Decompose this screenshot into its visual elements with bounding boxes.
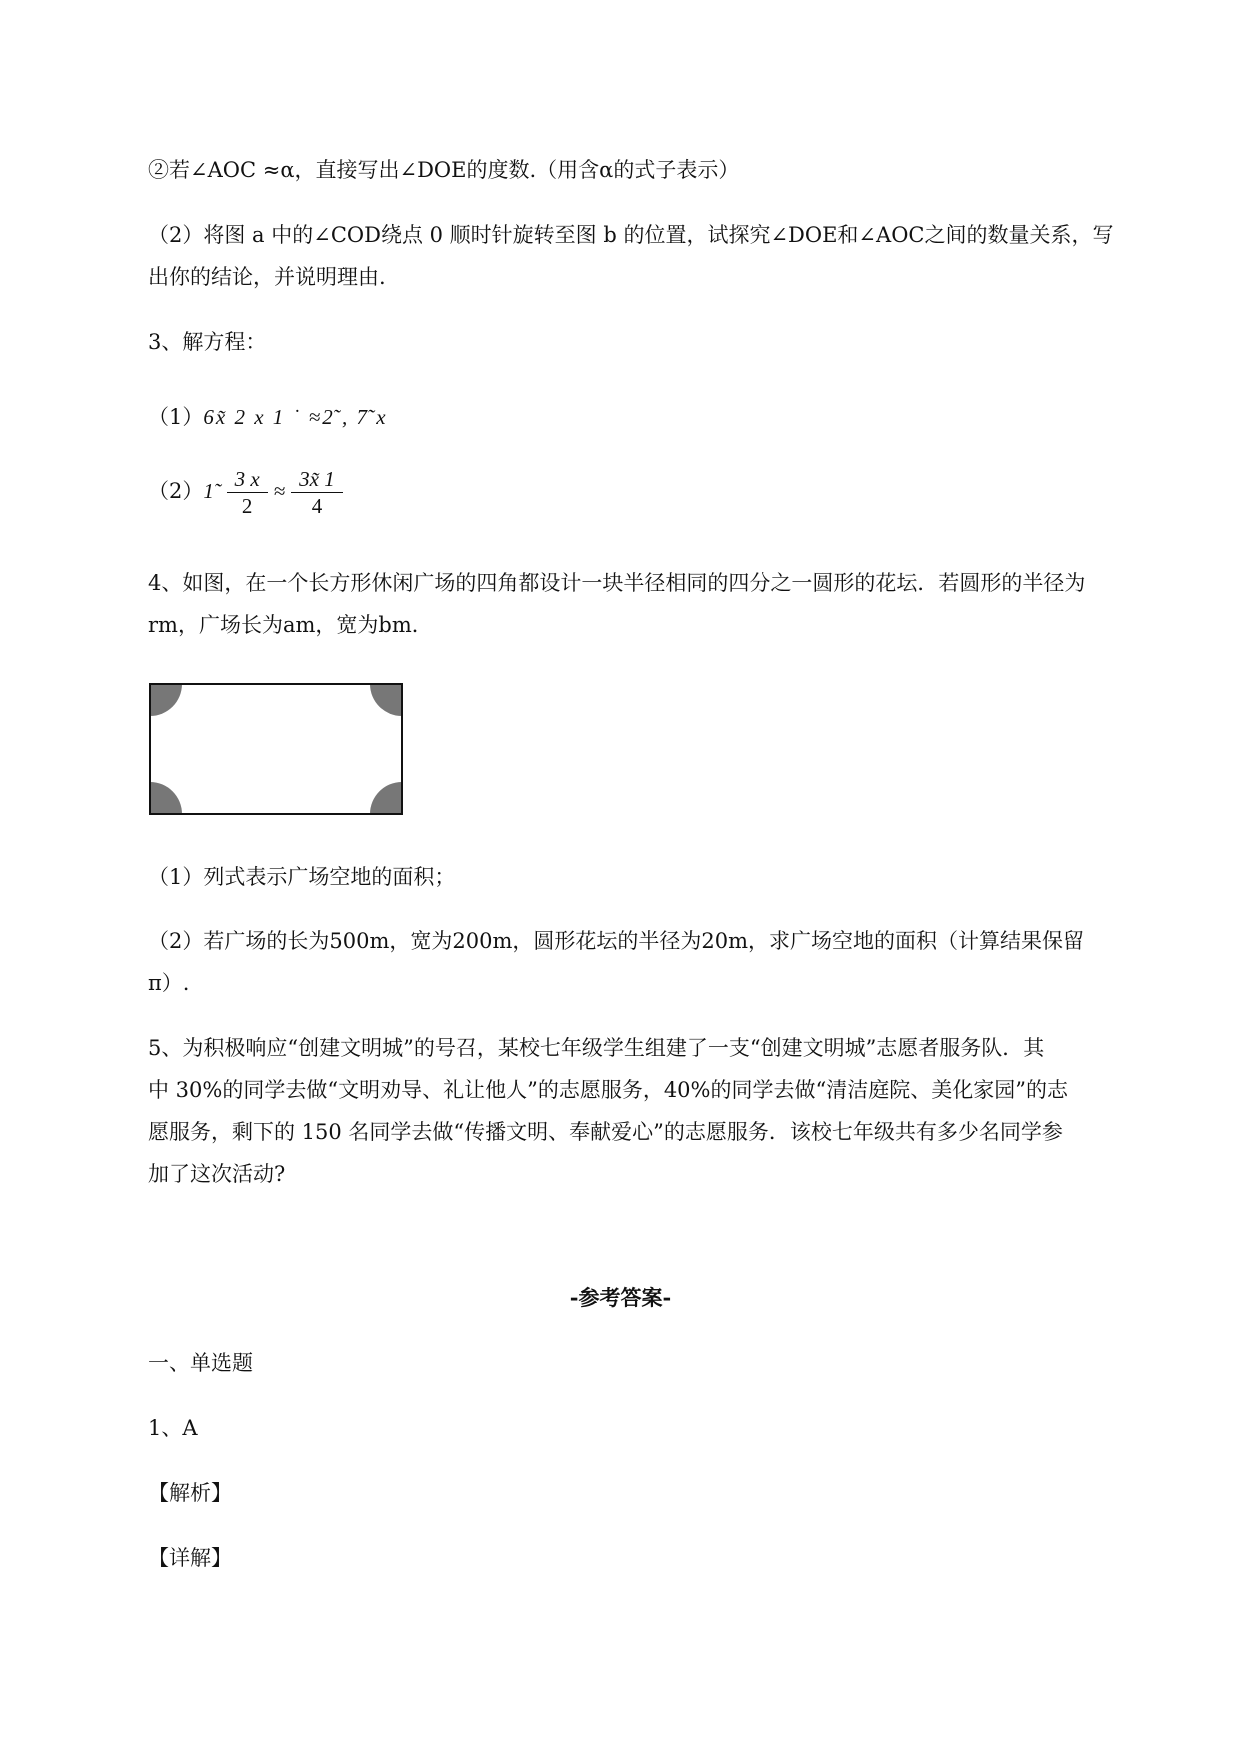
q3-eq2-relation: ≈ — [273, 479, 286, 503]
section-title: 一、单选题 — [148, 1351, 253, 1375]
q2-part2-line2: 出你的结论，并说明理由. — [148, 265, 386, 289]
q4-part2-line2: π）. — [148, 971, 190, 995]
q4-line1: 4、如图，在一个长方形休闲广场的四角都设计一块半径相同的四分之一圆形的花坛．若圆形的半径为 — [148, 571, 1086, 595]
q5-line3: 愿服务，剩下的 150 名同学去做“传播文明、奉献爱心”的志愿服务．该校七年级共有多少名同学参 — [148, 1120, 1063, 1144]
q3-eq1 — [148, 402, 388, 432]
flowerbed-bottom-right — [370, 782, 402, 814]
answer-1: 1、A — [148, 1416, 198, 1440]
fraction-1-denominator: 2 — [241, 494, 253, 518]
q5-line1: 5、为积极响应“创建文明城”的号召，某校七年级学生组建了一支“创建文明城”志愿者服务队．其 — [148, 1036, 1045, 1060]
q5-line2: 中 30%的同学去做“文明劝导、礼让他人”的志愿服务，40%的同学去做“清洁庭院、美化家园”的志 — [148, 1078, 1068, 1102]
q3-eq2-fraction-1 — [227, 466, 268, 519]
q3-eq1-expression: 6x̃ 2 x 1 ˙ ≈2̃ , 7̃ x — [203, 405, 388, 429]
q3-title: 3、解方程： — [148, 330, 267, 354]
q3-eq2-fraction-2 — [291, 466, 343, 519]
q4-part2-line1: （2）若广场的长为500m，宽为200m，圆形花坛的半径为20m，求广场空地的面积（计算结果保留 — [148, 929, 1084, 953]
q3-eq2-prefix: 1̃ — [203, 479, 214, 503]
analysis-label: 【解析】 — [148, 1481, 232, 1505]
q3-eq1-label: （1） — [148, 405, 204, 429]
flowerbed-top-left — [150, 684, 182, 716]
q2-part2-line1: （2）将图 a 中的∠COD绕点 0 顺时针旋转至图 b 的位置，试探究∠DOE和∠AOC之间的数量关系，写 — [148, 223, 1114, 247]
answer-heading: -参考答案- — [569, 1285, 672, 1310]
fraction-2-numerator: 3x̃ 1 — [291, 466, 343, 493]
fraction-2-denominator: 4 — [311, 494, 323, 518]
q2-sub1-2: ②若∠AOC ≈α，直接写出∠DOE的度数.（用含α的式子表示） — [148, 158, 740, 182]
q3-eq2-label: （2） — [148, 479, 204, 503]
q5-line4: 加了这次活动? — [148, 1162, 286, 1186]
detail-label: 【详解】 — [148, 1546, 232, 1570]
q4-part1: （1）列式表示广场空地的面积； — [148, 865, 456, 889]
plaza-rectangle — [150, 684, 402, 814]
q3-eq2 — [148, 466, 349, 519]
q4-line2: rm，广场长为am，宽为bm． — [148, 613, 433, 637]
fraction-1-numerator: 3 x — [227, 466, 268, 493]
flowerbed-bottom-left — [150, 782, 182, 814]
plaza-figure — [148, 682, 404, 816]
flowerbed-top-right — [370, 684, 402, 716]
